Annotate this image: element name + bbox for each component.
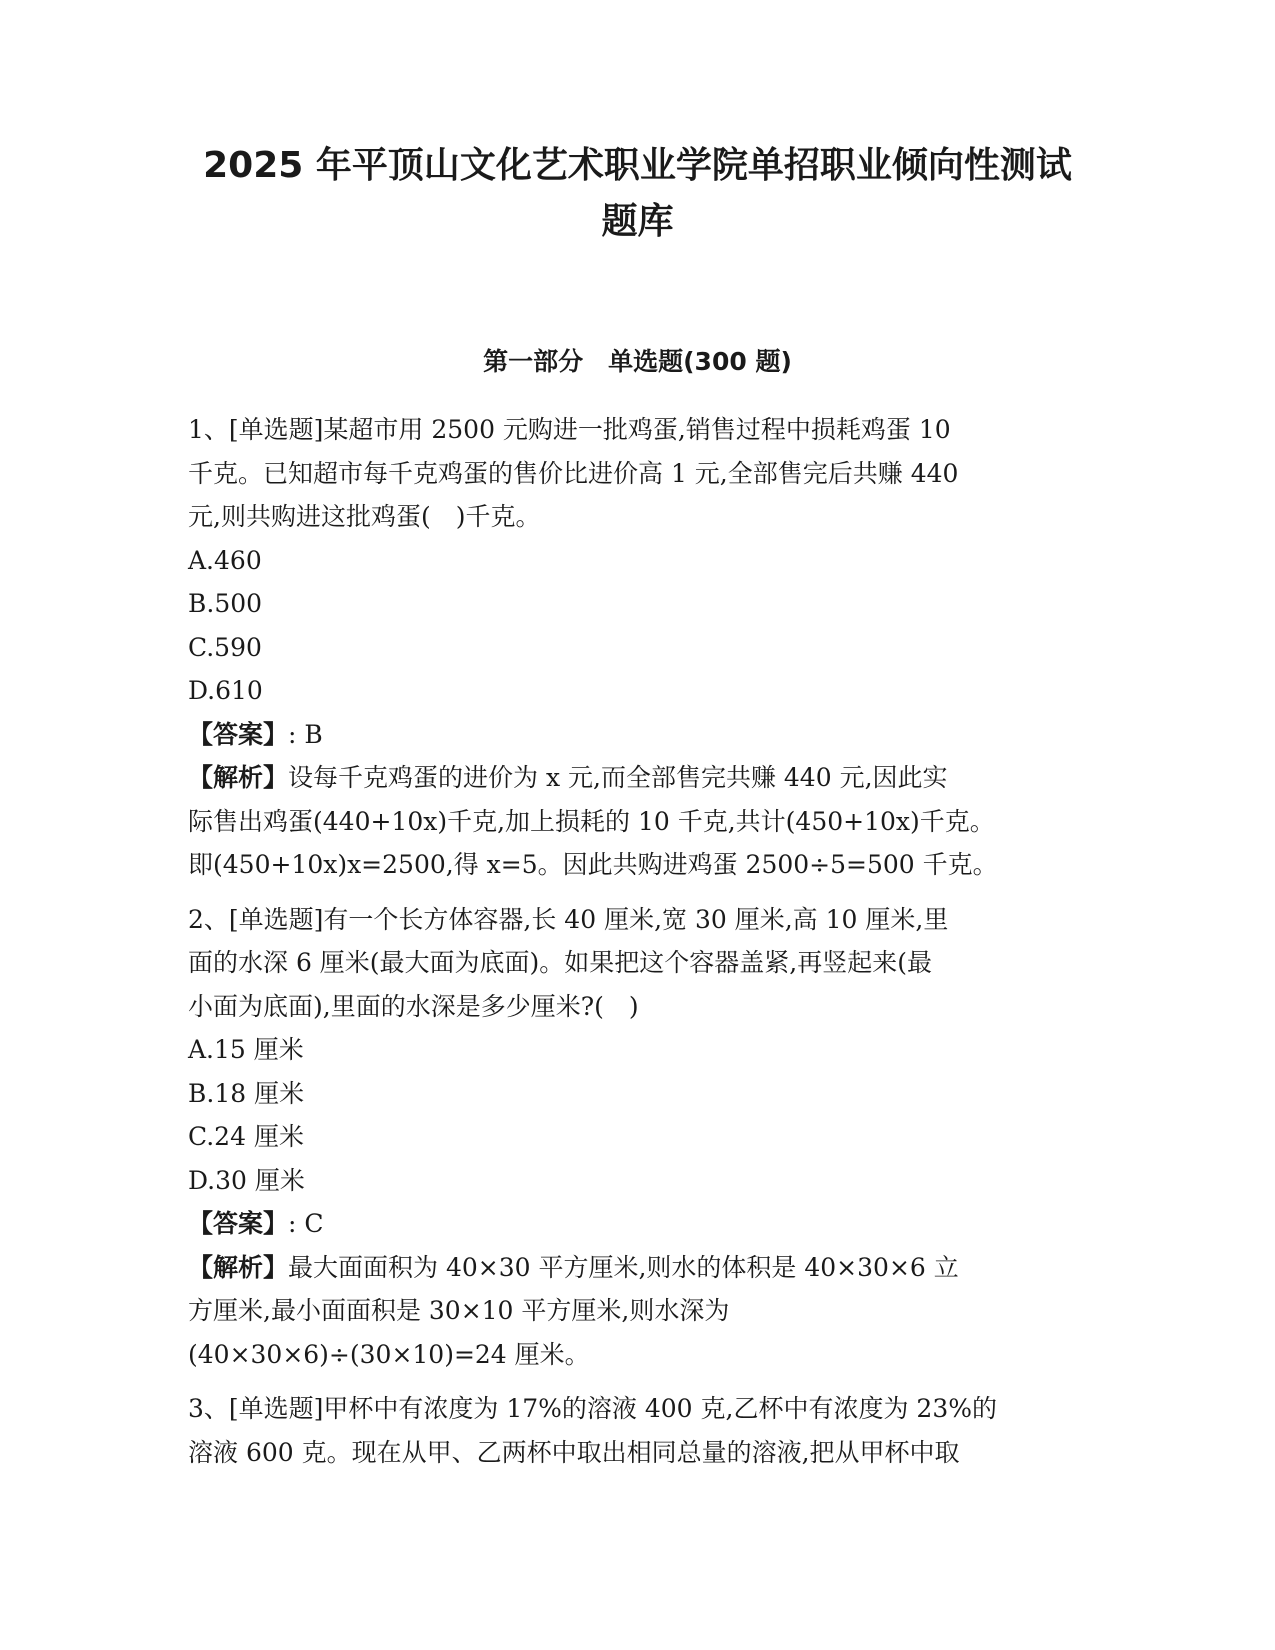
analysis-line: (40×30×6)÷(30×10)=24 厘米。 (188, 1339, 590, 1369)
question-stem-line: 2、[单选题]有一个长方体容器,长 40 厘米,宽 30 厘米,高 10 厘米,里 (188, 904, 949, 934)
question-1 (188, 408, 1093, 887)
question-stem-line: 面的水深 6 厘米(最大面为底面)。如果把这个容器盖紧,再竖起来(最 (188, 948, 933, 977)
question-stem-line: 元,则共购进这批鸡蛋( )千克。 (188, 502, 541, 531)
document-title-line-2: 题库 (601, 201, 674, 242)
question-spacer (188, 887, 1093, 898)
answer-value: C (304, 1209, 324, 1238)
answer-line (188, 713, 1093, 757)
analysis-line: 方厘米,最小面面积是 30×10 平方厘米,则水深为 (188, 1296, 730, 1325)
question-stem-line: 溶液 600 克。现在从甲、乙两杯中取出相同总量的溶液,把从甲杯中取 (188, 1437, 960, 1467)
option-b: B.500 (188, 589, 263, 618)
section-title: 第一部分 单选题(300 题) (483, 347, 792, 376)
question-stem-line: 千克。已知超市每千克鸡蛋的售价比进价高 1 元,全部售完后共赚 440 (188, 458, 959, 488)
question-stem-line: 3、[单选题]甲杯中有浓度为 17%的溶液 400 克,乙杯中有浓度为 23%的 (188, 1394, 997, 1423)
option-d: D.610 (188, 676, 263, 705)
answer-value: B (304, 719, 323, 749)
document-title-line-1: 2025 年平顶山文化艺术职业学院单招职业倾向性测试 (203, 145, 1072, 186)
question-2 (188, 898, 1093, 1377)
analysis-text: 最大面面积为 40×30 平方厘米,则水的体积是 40×30×6 立 (288, 1252, 959, 1282)
option-c: C.24 厘米 (188, 1122, 304, 1151)
question-3 (188, 1387, 1093, 1474)
answer-label: 【答案】 (188, 719, 289, 749)
analysis-text: 设每千克鸡蛋的进价为 x 元,而全部售完共赚 440 元,因此实 (288, 763, 948, 792)
analysis-line (188, 756, 1093, 800)
answer-label: 【答案】 (188, 1209, 289, 1238)
question-stem-line: 1、[单选题]某超市用 2500 元购进一批鸡蛋,销售过程中损耗鸡蛋 10 (188, 415, 951, 444)
option-a: A.15 厘米 (188, 1035, 304, 1064)
option-a: A.460 (188, 545, 262, 575)
question-list (188, 408, 1093, 1474)
question-spacer (188, 1376, 1093, 1387)
option-b: B.18 厘米 (188, 1078, 305, 1108)
option-c: C.590 (188, 632, 262, 662)
question-stem-line: 小面为底面),里面的水深是多少厘米?( ) (188, 991, 639, 1021)
analysis-line (188, 1246, 1093, 1290)
answer-separator: : (288, 719, 297, 749)
option-d: D.30 厘米 (188, 1165, 305, 1195)
analysis-line: 际售出鸡蛋(440+10x)千克,加上损耗的 10 千克,共计(450+10x)千克。 (188, 806, 995, 836)
analysis-label: 【解析】 (188, 763, 289, 792)
answer-line (188, 1202, 1093, 1246)
analysis-line: 即(450+10x)x=2500,得 x=5。因此共购进鸡蛋 2500÷5=500 千克。 (188, 850, 998, 879)
analysis-label: 【解析】 (188, 1252, 289, 1282)
answer-separator: : (288, 1209, 297, 1238)
